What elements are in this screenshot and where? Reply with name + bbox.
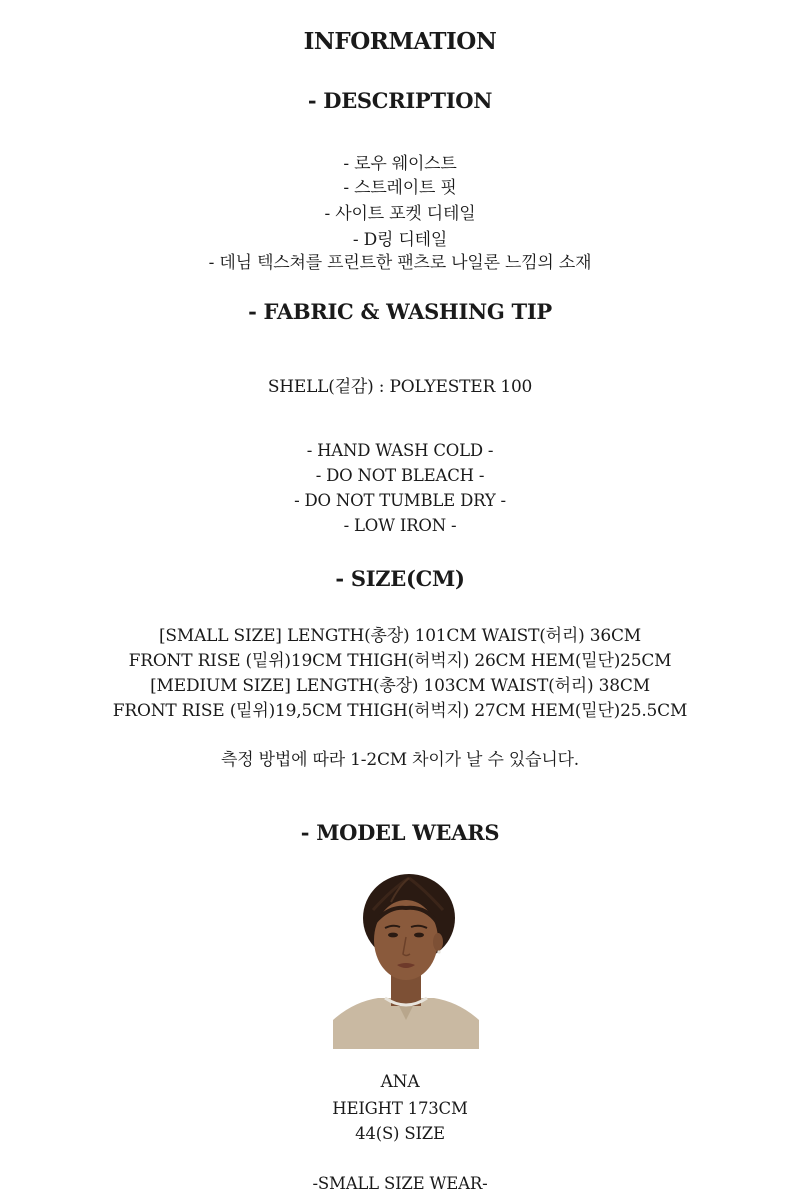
care-instruction: - DO NOT TUMBLE DRY -	[294, 491, 506, 510]
model-heading: - MODEL WEARS	[300, 820, 500, 845]
size-line: FRONT RISE (밑위)19CM THIGH(허벅지) 26CM HEM(밑단)25CM	[128, 651, 672, 671]
model-wear-size: -SMALL SIZE WEAR-	[312, 1174, 488, 1193]
model-height: HEIGHT 173CM	[332, 1099, 468, 1118]
model-size: 44(S) SIZE	[355, 1124, 445, 1143]
care-instruction: - LOW IRON -	[343, 516, 457, 535]
fabric-heading: - FABRIC & WASHING TIP	[248, 299, 552, 324]
description-item: - 스트레이트 핏	[343, 178, 457, 198]
size-line: [SMALL SIZE] LENGTH(총장) 101CM WAIST(허리) 36CM	[158, 626, 642, 646]
description-item: - 로우 웨이스트	[343, 154, 457, 174]
fabric-shell: SHELL(겉감) : POLYESTER 100	[267, 377, 533, 397]
model-name: ANA	[380, 1072, 420, 1092]
size-line: FRONT RISE (밑위)19,5CM THIGH(허벅지) 27CM HEM(밑단)25.5CM	[112, 701, 688, 721]
model-portrait-illustration	[333, 870, 479, 1049]
size-heading: - SIZE(CM)	[335, 566, 465, 591]
description-heading: - DESCRIPTION	[307, 88, 493, 113]
model-photo	[333, 870, 479, 1049]
description-item: - D링 디테일	[352, 230, 448, 250]
description-item: - 사이트 포켓 디테일	[324, 204, 476, 224]
description-item: - 데님 텍스쳐를 프린트한 팬츠로 나일론 느낌의 소재	[208, 253, 592, 273]
care-instruction: - DO NOT BLEACH -	[315, 466, 485, 485]
size-note: 측정 방법에 따라 1-2CM 차이가 날 수 있습니다.	[221, 750, 579, 770]
size-line: [MEDIUM SIZE] LENGTH(총장) 103CM WAIST(허리) 38CM	[150, 676, 650, 696]
page-title: INFORMATION	[303, 28, 497, 55]
care-instruction: - HAND WASH COLD -	[306, 441, 494, 460]
